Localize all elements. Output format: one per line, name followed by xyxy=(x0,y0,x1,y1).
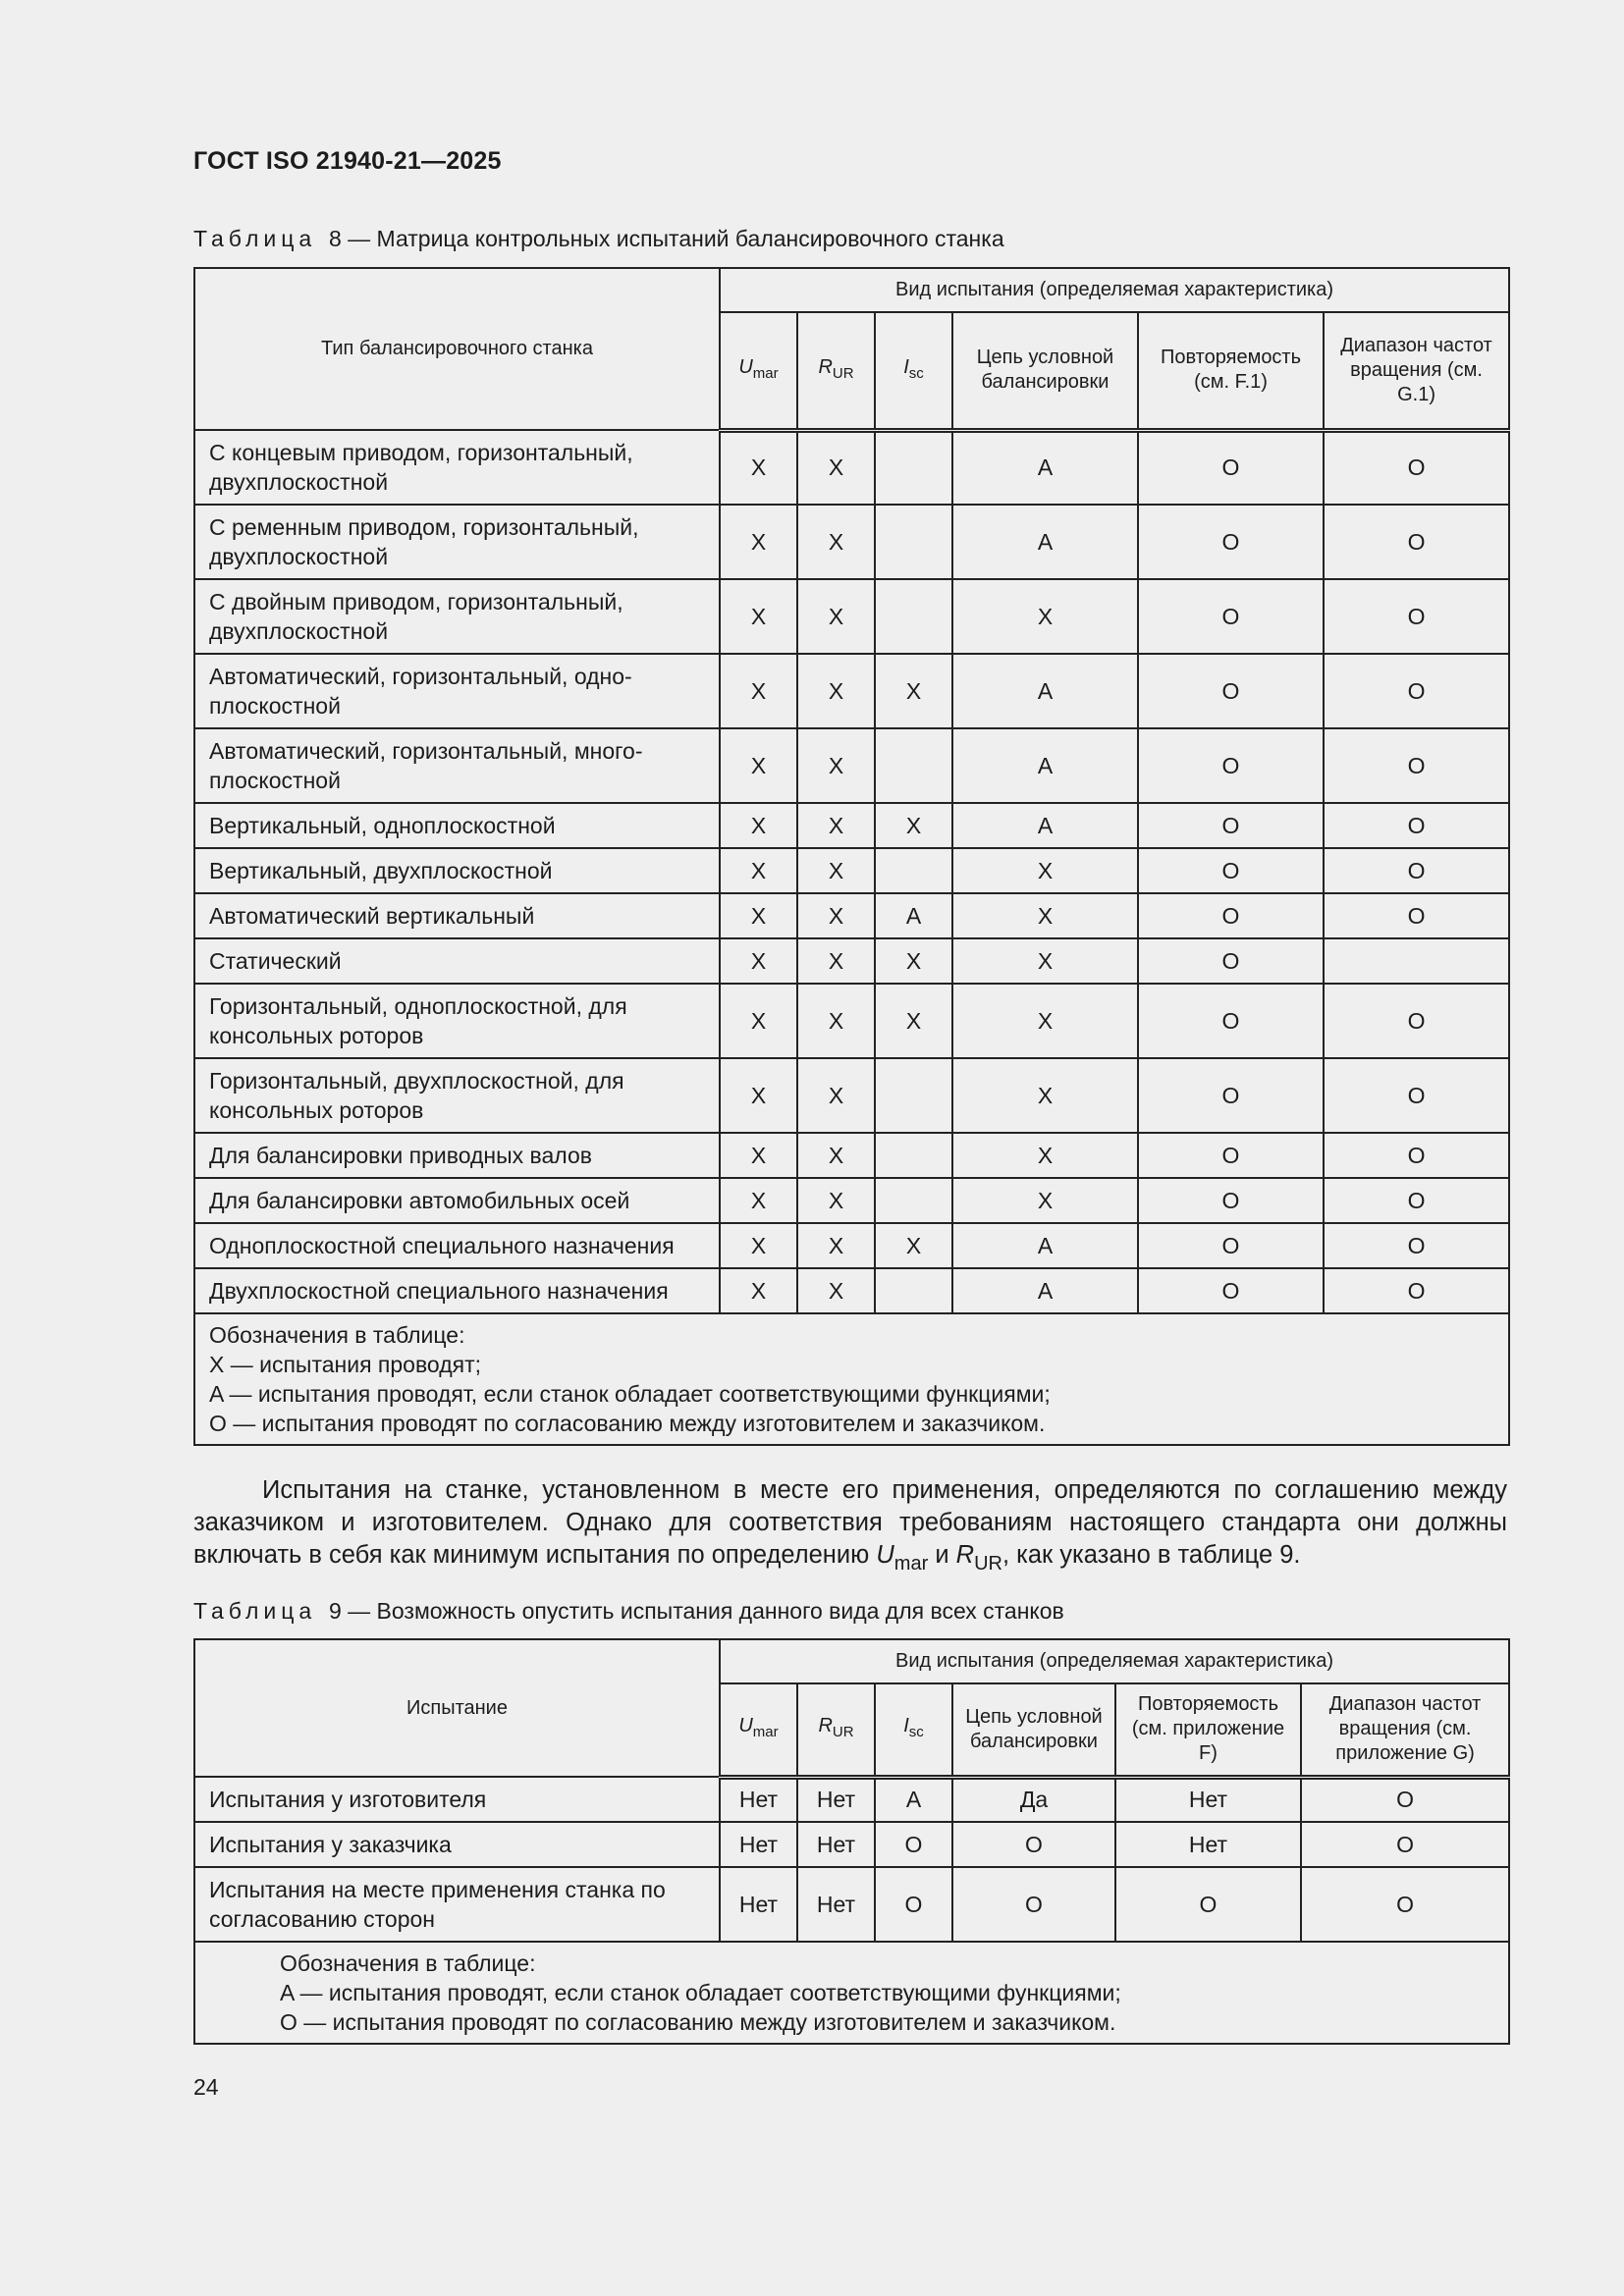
table-9-header-umar: $U_{mar}$ xyxy=(720,1683,797,1777)
table-cell: O xyxy=(1324,579,1509,654)
table-cell: O xyxy=(952,1867,1115,1942)
table-8-header-rur: $R_{UR}$ xyxy=(797,312,875,430)
row-label: Горизонтальный, двухплоскостной, для консольных роторов xyxy=(194,1058,720,1133)
table-cell: X xyxy=(720,803,797,848)
table-8-header-test-kind: Вид испытания (определяемая характеристика) xyxy=(720,268,1509,312)
table-row xyxy=(194,654,1509,728)
table-cell xyxy=(875,505,952,579)
table-cell: O xyxy=(1324,984,1509,1058)
table-9 xyxy=(193,1638,1510,2045)
table-cell: O xyxy=(1115,1867,1301,1942)
table-cell: O xyxy=(875,1867,952,1942)
table-cell: O xyxy=(875,1822,952,1867)
table-row xyxy=(194,1133,1509,1178)
table-cell: O xyxy=(1138,1223,1324,1268)
table-cell: X xyxy=(720,505,797,579)
table-cell xyxy=(875,1058,952,1133)
table-cell: X xyxy=(797,728,875,803)
table-row xyxy=(194,803,1509,848)
table-9-header-test-kind: Вид испытания (определяемая характеристика) xyxy=(720,1639,1509,1683)
table-cell: X xyxy=(797,803,875,848)
table-cell: X xyxy=(952,848,1138,893)
table-row xyxy=(194,1058,1509,1133)
table-8-caption-word: Таблица xyxy=(193,226,317,251)
table-8-header-machine-type: Тип балансировочного станка xyxy=(194,268,720,430)
table-cell: X xyxy=(875,1223,952,1268)
table-row xyxy=(194,1268,1509,1313)
row-label: Для балансировки приводных валов xyxy=(194,1133,720,1178)
row-label: С двойным приводом, горизонтальный, двухплоскостной xyxy=(194,579,720,654)
table-cell: X xyxy=(720,654,797,728)
table-cell: O xyxy=(1138,505,1324,579)
table-cell: X xyxy=(875,984,952,1058)
table-cell: O xyxy=(1138,1133,1324,1178)
table-cell: A xyxy=(952,505,1138,579)
table-cell: X xyxy=(720,1223,797,1268)
row-label: Горизонтальный, одноплоскостной, для консольных роторов xyxy=(194,984,720,1058)
note-line: A — испытания проводят, если станок обладает соответствующими функциями; xyxy=(280,1980,1121,2005)
table-cell: Да xyxy=(952,1777,1115,1822)
table-row xyxy=(194,505,1509,579)
table-cell: Нет xyxy=(720,1822,797,1867)
row-label: Испытания у изготовителя xyxy=(194,1777,720,1822)
note-line: Обозначения в таблице: xyxy=(209,1322,465,1348)
table-8-header-isc: $I_{sc}$ xyxy=(875,312,952,430)
table-cell: O xyxy=(1138,654,1324,728)
table-cell: O xyxy=(1138,893,1324,938)
table-row xyxy=(194,1777,1509,1822)
table-row xyxy=(194,938,1509,984)
row-label: С ременным приводом, горизонтальный, двухплоскостной xyxy=(194,505,720,579)
table-8-header-umar: $U_{mar}$ xyxy=(720,312,797,430)
table-cell: X xyxy=(875,938,952,984)
rur-symbol: $R_{UR}$ xyxy=(955,1541,1002,1575)
table-cell: O xyxy=(1138,430,1324,505)
table-cell: O xyxy=(1324,728,1509,803)
table-row xyxy=(194,1822,1509,1867)
table-9-header-repeatability: Повторяемость (см. приложение F) xyxy=(1115,1683,1301,1777)
table-cell: Нет xyxy=(720,1777,797,1822)
table-cell: X xyxy=(797,893,875,938)
table-cell: A xyxy=(952,1268,1138,1313)
table-cell: Нет xyxy=(797,1822,875,1867)
table-cell: A xyxy=(952,803,1138,848)
table-cell: O xyxy=(1324,1178,1509,1223)
table-9-header-circuit: Цепь условной балансировки xyxy=(952,1683,1115,1777)
table-cell: O xyxy=(952,1822,1115,1867)
row-label: Для балансировки автомобильных осей xyxy=(194,1178,720,1223)
table-cell: Нет xyxy=(720,1867,797,1942)
table-8-caption xyxy=(193,226,1004,252)
table-9-notes xyxy=(194,1942,1509,2044)
table-cell: O xyxy=(1301,1867,1509,1942)
table-cell: A xyxy=(875,1777,952,1822)
table-cell: O xyxy=(1324,893,1509,938)
table-cell: O xyxy=(1138,984,1324,1058)
table-cell: X xyxy=(952,1058,1138,1133)
row-label: Одноплоскостной специального назначения xyxy=(194,1223,720,1268)
table-9-caption-word: Таблица xyxy=(193,1598,317,1624)
table-9-header-isc: $I_{sc}$ xyxy=(875,1683,952,1777)
table-cell: X xyxy=(720,1058,797,1133)
note-line: A — испытания проводят, если станок обладает соответствующими функциями; xyxy=(209,1381,1051,1407)
table-8 xyxy=(193,267,1510,1446)
table-cell: X xyxy=(952,1133,1138,1178)
table-cell: X xyxy=(797,430,875,505)
table-cell: Нет xyxy=(1115,1822,1301,1867)
table-cell: X xyxy=(720,579,797,654)
table-8-caption-text: 8 — Матрица контрольных испытаний балансировочного станка xyxy=(328,226,1004,251)
table-cell: X xyxy=(797,1268,875,1313)
table-cell: O xyxy=(1138,1268,1324,1313)
table-cell xyxy=(875,848,952,893)
table-cell: X xyxy=(797,848,875,893)
table-cell: X xyxy=(797,1178,875,1223)
table-cell: O xyxy=(1138,728,1324,803)
table-cell: Нет xyxy=(1115,1777,1301,1822)
table-cell: X xyxy=(797,938,875,984)
table-cell xyxy=(875,430,952,505)
table-row xyxy=(194,1223,1509,1268)
table-cell: X xyxy=(952,1178,1138,1223)
table-cell: X xyxy=(797,654,875,728)
table-cell: A xyxy=(952,1223,1138,1268)
table-cell: Нет xyxy=(797,1867,875,1942)
table-row xyxy=(194,1178,1509,1223)
table-9-header-test: Испытание xyxy=(194,1639,720,1777)
table-row xyxy=(194,984,1509,1058)
table-row xyxy=(194,1867,1509,1942)
row-label: Двухплоскостной специального назначения xyxy=(194,1268,720,1313)
table-cell: O xyxy=(1301,1777,1509,1822)
umar-symbol: $U_{mar}$ xyxy=(876,1541,929,1575)
table-cell: O xyxy=(1324,505,1509,579)
note-line: Обозначения в таблице: xyxy=(280,1950,536,1976)
table-cell: A xyxy=(952,430,1138,505)
row-label: Вертикальный, двухплоскостной xyxy=(194,848,720,893)
table-8-header-repeatability: Повторяемость (см. F.1) xyxy=(1138,312,1324,430)
table-cell xyxy=(875,1268,952,1313)
table-cell: X xyxy=(720,938,797,984)
table-9-header-rur: $R_{UR}$ xyxy=(797,1683,875,1777)
table-cell: X xyxy=(797,1133,875,1178)
table-cell: O xyxy=(1324,1268,1509,1313)
note-line: O — испытания проводят по согласованию между изготовителем и заказчиком. xyxy=(209,1411,1046,1436)
table-row xyxy=(194,430,1509,505)
table-row xyxy=(194,728,1509,803)
table-8-header-speed-range: Диапазон частот вращения (см. G.1) xyxy=(1324,312,1509,430)
table-cell xyxy=(875,1178,952,1223)
document-header: ГОСТ ISO 21940-21—2025 xyxy=(193,147,502,175)
row-label: Испытания у заказчика xyxy=(194,1822,720,1867)
table-cell: X xyxy=(720,1133,797,1178)
table-cell xyxy=(875,1133,952,1178)
table-cell: O xyxy=(1324,1133,1509,1178)
table-cell: O xyxy=(1138,803,1324,848)
table-cell: X xyxy=(720,430,797,505)
table-cell: O xyxy=(1324,430,1509,505)
table-cell: X xyxy=(720,893,797,938)
body-paragraph: Испытания на станке, установленном в месте его применения, определяются по соглашению между заказчиком и изготовителем. Однако для соответствия требованиям настоящего стандарта они должны включать в себя как минимум испытания по определению $U_{mar}$ и $R_{UR}$, как указано в таблице 9. xyxy=(193,1476,1507,1575)
table-cell: X xyxy=(952,893,1138,938)
table-cell xyxy=(875,728,952,803)
row-label: Вертикальный, одноплоскостной xyxy=(194,803,720,848)
table-row xyxy=(194,848,1509,893)
table-cell: O xyxy=(1324,803,1509,848)
table-cell: O xyxy=(1301,1822,1509,1867)
row-label: Автоматический, горизонтальный, одноплоскостной xyxy=(194,654,720,728)
table-9-caption-text: 9 — Возможность опустить испытания данного вида для всех станков xyxy=(328,1598,1064,1624)
note-line: X — испытания проводят; xyxy=(209,1352,481,1377)
table-cell: X xyxy=(797,579,875,654)
table-cell: X xyxy=(720,1268,797,1313)
table-8-header-circuit: Цепь условной балансировки xyxy=(952,312,1138,430)
table-cell: A xyxy=(875,893,952,938)
table-cell: O xyxy=(1324,1223,1509,1268)
table-cell: X xyxy=(875,654,952,728)
row-label: С концевым приводом, горизонтальный, двухплоскостной xyxy=(194,430,720,505)
table-cell: O xyxy=(1138,579,1324,654)
table-cell: X xyxy=(720,728,797,803)
table-cell: X xyxy=(720,848,797,893)
table-cell: O xyxy=(1138,1178,1324,1223)
table-cell: O xyxy=(1324,654,1509,728)
table-cell: O xyxy=(1324,848,1509,893)
table-9-caption xyxy=(193,1598,1064,1625)
table-cell: O xyxy=(1324,1058,1509,1133)
row-label: Испытания на месте применения станка по согласованию сторон xyxy=(194,1867,720,1942)
table-cell xyxy=(875,579,952,654)
table-cell: X xyxy=(797,984,875,1058)
table-cell: O xyxy=(1138,938,1324,984)
table-cell: O xyxy=(1138,1058,1324,1133)
table-cell: X xyxy=(875,803,952,848)
table-cell: Нет xyxy=(797,1777,875,1822)
row-label: Автоматический вертикальный xyxy=(194,893,720,938)
table-cell: X xyxy=(797,505,875,579)
row-label: Статический xyxy=(194,938,720,984)
table-cell: X xyxy=(797,1223,875,1268)
table-8-notes xyxy=(194,1313,1509,1445)
table-cell: X xyxy=(720,1178,797,1223)
table-row xyxy=(194,579,1509,654)
table-cell: O xyxy=(1138,848,1324,893)
table-cell: X xyxy=(797,1058,875,1133)
page-number: 24 xyxy=(193,2074,219,2100)
table-cell: X xyxy=(720,984,797,1058)
table-cell xyxy=(1324,938,1509,984)
row-label: Автоматический, горизонтальный, многоплоскостной xyxy=(194,728,720,803)
table-9-header-speed-range: Диапазон частот вращения (см. приложение G) xyxy=(1301,1683,1509,1777)
table-cell: X xyxy=(952,984,1138,1058)
table-cell: X xyxy=(952,579,1138,654)
table-cell: A xyxy=(952,654,1138,728)
table-cell: X xyxy=(952,938,1138,984)
table-cell: A xyxy=(952,728,1138,803)
table-row xyxy=(194,893,1509,938)
note-line: O — испытания проводят по согласованию между изготовителем и заказчиком. xyxy=(280,2009,1116,2035)
